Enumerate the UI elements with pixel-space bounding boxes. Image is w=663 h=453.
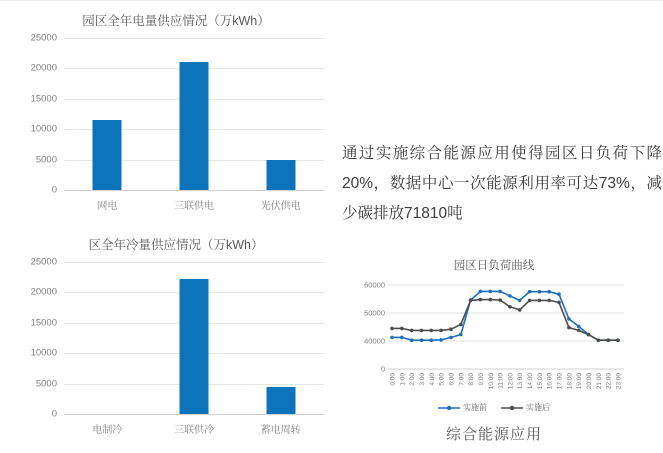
data-point [547, 299, 551, 303]
data-point [597, 338, 601, 342]
x-axis-tick-label: 20:00 [586, 373, 594, 390]
bar-slot [151, 262, 238, 414]
y-axis-tick-label: 25000 [30, 32, 57, 44]
legend-dot [510, 405, 514, 409]
y-axis-tick-label: 15000 [30, 317, 57, 329]
bar-slot [237, 262, 324, 414]
line-plot [358, 275, 630, 397]
bar-三联供电 [180, 62, 209, 190]
data-point [449, 336, 453, 340]
bar-slot [64, 262, 151, 414]
data-point [508, 305, 512, 309]
data-point [449, 327, 453, 331]
x-axis-tick-label: 22:00 [605, 373, 613, 390]
data-point [587, 333, 591, 337]
data-point [439, 338, 443, 342]
description-text: 通过实施综合能源应用使得园区日负荷下降20%，数据中心一次能源利用率可达73%，减少碳排放71810吨 [342, 145, 662, 222]
data-point [528, 290, 532, 294]
bar-slot [64, 38, 151, 190]
bar-slot [237, 38, 324, 190]
data-point [439, 329, 443, 333]
data-point [567, 326, 571, 330]
data-point [420, 329, 424, 333]
x-axis-tick-label: 23:00 [615, 373, 623, 390]
x-axis-label: 光伏供电 [260, 201, 301, 212]
y-axis-tick-label: 0 [51, 184, 57, 196]
x-axis-tick-label: 21:00 [595, 373, 603, 390]
data-point [430, 329, 434, 333]
x-axis-tick-label: 18:00 [566, 373, 574, 390]
x-axis-tick-label: 2:00 [409, 373, 417, 386]
data-point [420, 338, 424, 342]
data-point [538, 299, 542, 303]
x-axis-tick-label: 15:00 [536, 373, 544, 390]
chart-electricity-supply [18, 7, 334, 219]
chart-daily-load-curve [358, 257, 630, 413]
x-axis-label: 三联供电 [174, 201, 214, 212]
x-axis-tick-label: 8:00 [468, 373, 476, 386]
data-point [577, 329, 581, 333]
x-axis-tick-label: 5:00 [438, 373, 446, 386]
y-axis-tick-label: 20000 [30, 62, 57, 74]
chart-title: 园区日负荷曲线 [453, 260, 535, 272]
y-axis-tick-label: 20000 [30, 286, 57, 298]
y-axis-tick-label: 40000 [364, 336, 385, 346]
plot-area [30, 256, 324, 436]
x-axis-label: 网电 [97, 201, 118, 212]
chart-title: 区全年冷量供应情况（万kWh） [88, 238, 264, 252]
bar-光伏供电 [266, 160, 295, 190]
x-axis-tick-label: 3:00 [418, 373, 426, 386]
plot-area [30, 32, 324, 212]
data-point [479, 298, 483, 302]
legend-marker-icon [501, 404, 523, 412]
x-axis-tick-label: 1:00 [399, 373, 407, 386]
data-point [410, 338, 414, 342]
data-point [498, 290, 502, 294]
x-axis-tick-label: 4:00 [428, 373, 436, 386]
legend-dot [447, 405, 451, 409]
y-axis-tick-label: 50000 [364, 308, 385, 318]
x-axis-label: 蓄电周转 [260, 425, 301, 436]
y-axis-tick-label: 10000 [30, 347, 57, 359]
x-axis-tick-label: 0:00 [389, 373, 397, 386]
data-point [538, 290, 542, 294]
chart-title: 园区全年电量供应情况（万kWh） [82, 14, 270, 28]
y-axis-tick-label: 10000 [30, 123, 57, 135]
x-axis-tick-label: 12:00 [507, 373, 515, 390]
x-axis-tick-label: 10:00 [487, 373, 495, 390]
bars [64, 262, 324, 414]
data-point [518, 299, 522, 303]
bar-slot [151, 38, 238, 190]
data-point [498, 298, 502, 302]
data-point [557, 292, 561, 296]
legend-item-实施前 [438, 402, 487, 413]
bar-三联供冷 [180, 279, 209, 414]
x-axis-tick-label: 11:00 [497, 373, 505, 389]
y-axis-tick-label: 25000 [30, 256, 57, 268]
y-axis-tick-label: 5000 [35, 378, 57, 390]
data-point [528, 299, 532, 303]
y-axis-tick-label: 0 [51, 408, 57, 420]
y-axis-tick-label: 0 [380, 364, 385, 374]
y-axis-tick-label: 15000 [30, 93, 57, 105]
y-axis-tick-label: 5000 [35, 154, 57, 166]
x-axis-tick-label: 9:00 [477, 373, 485, 386]
series-line-实施后 [392, 300, 618, 341]
data-point [606, 338, 610, 342]
data-point [508, 294, 512, 298]
legend-label: 实施前 [463, 403, 487, 412]
bars [64, 38, 324, 190]
chart-cooling-supply [18, 231, 334, 443]
x-axis-tick-label: 19:00 [576, 373, 584, 390]
x-axis-tick-label: 7:00 [458, 373, 466, 386]
x-axis-label: 电制冷 [92, 425, 123, 436]
data-point [390, 327, 394, 331]
x-axis-tick-label: 6:00 [448, 373, 456, 386]
x-axis-tick-label: 14:00 [527, 373, 535, 390]
data-point [479, 290, 483, 294]
x-axis-labels [64, 197, 324, 212]
gridline [64, 414, 324, 415]
x-axis-label: 三联供冷 [174, 425, 214, 436]
legend-label: 实施后 [526, 403, 550, 412]
gridline [64, 190, 324, 191]
data-point [390, 336, 394, 340]
x-axis-tick-label: 16:00 [546, 373, 554, 390]
data-point [459, 323, 463, 327]
data-point [547, 290, 551, 294]
data-point [567, 317, 571, 321]
x-axis-labels [64, 421, 324, 436]
data-point [400, 327, 404, 331]
data-point [557, 301, 561, 305]
legend-item-实施后 [501, 402, 550, 413]
x-axis-tick-label: 17:00 [556, 373, 564, 390]
data-point [489, 290, 493, 294]
legend [358, 402, 630, 413]
data-point [577, 325, 581, 329]
data-point [410, 329, 414, 333]
data-point [616, 338, 620, 342]
data-point [400, 336, 404, 340]
x-axis-tick-label: 13:00 [517, 373, 525, 390]
data-point [489, 298, 493, 302]
data-point [518, 308, 522, 312]
y-axis-tick-label: 60000 [364, 280, 385, 290]
bar-蓄电周转 [266, 387, 295, 414]
legend-marker-icon [438, 404, 460, 412]
data-point [430, 338, 434, 342]
bar-网电 [93, 120, 122, 190]
caption: 综合能源应用 [445, 426, 542, 443]
data-point [469, 299, 473, 303]
data-point [459, 333, 463, 337]
